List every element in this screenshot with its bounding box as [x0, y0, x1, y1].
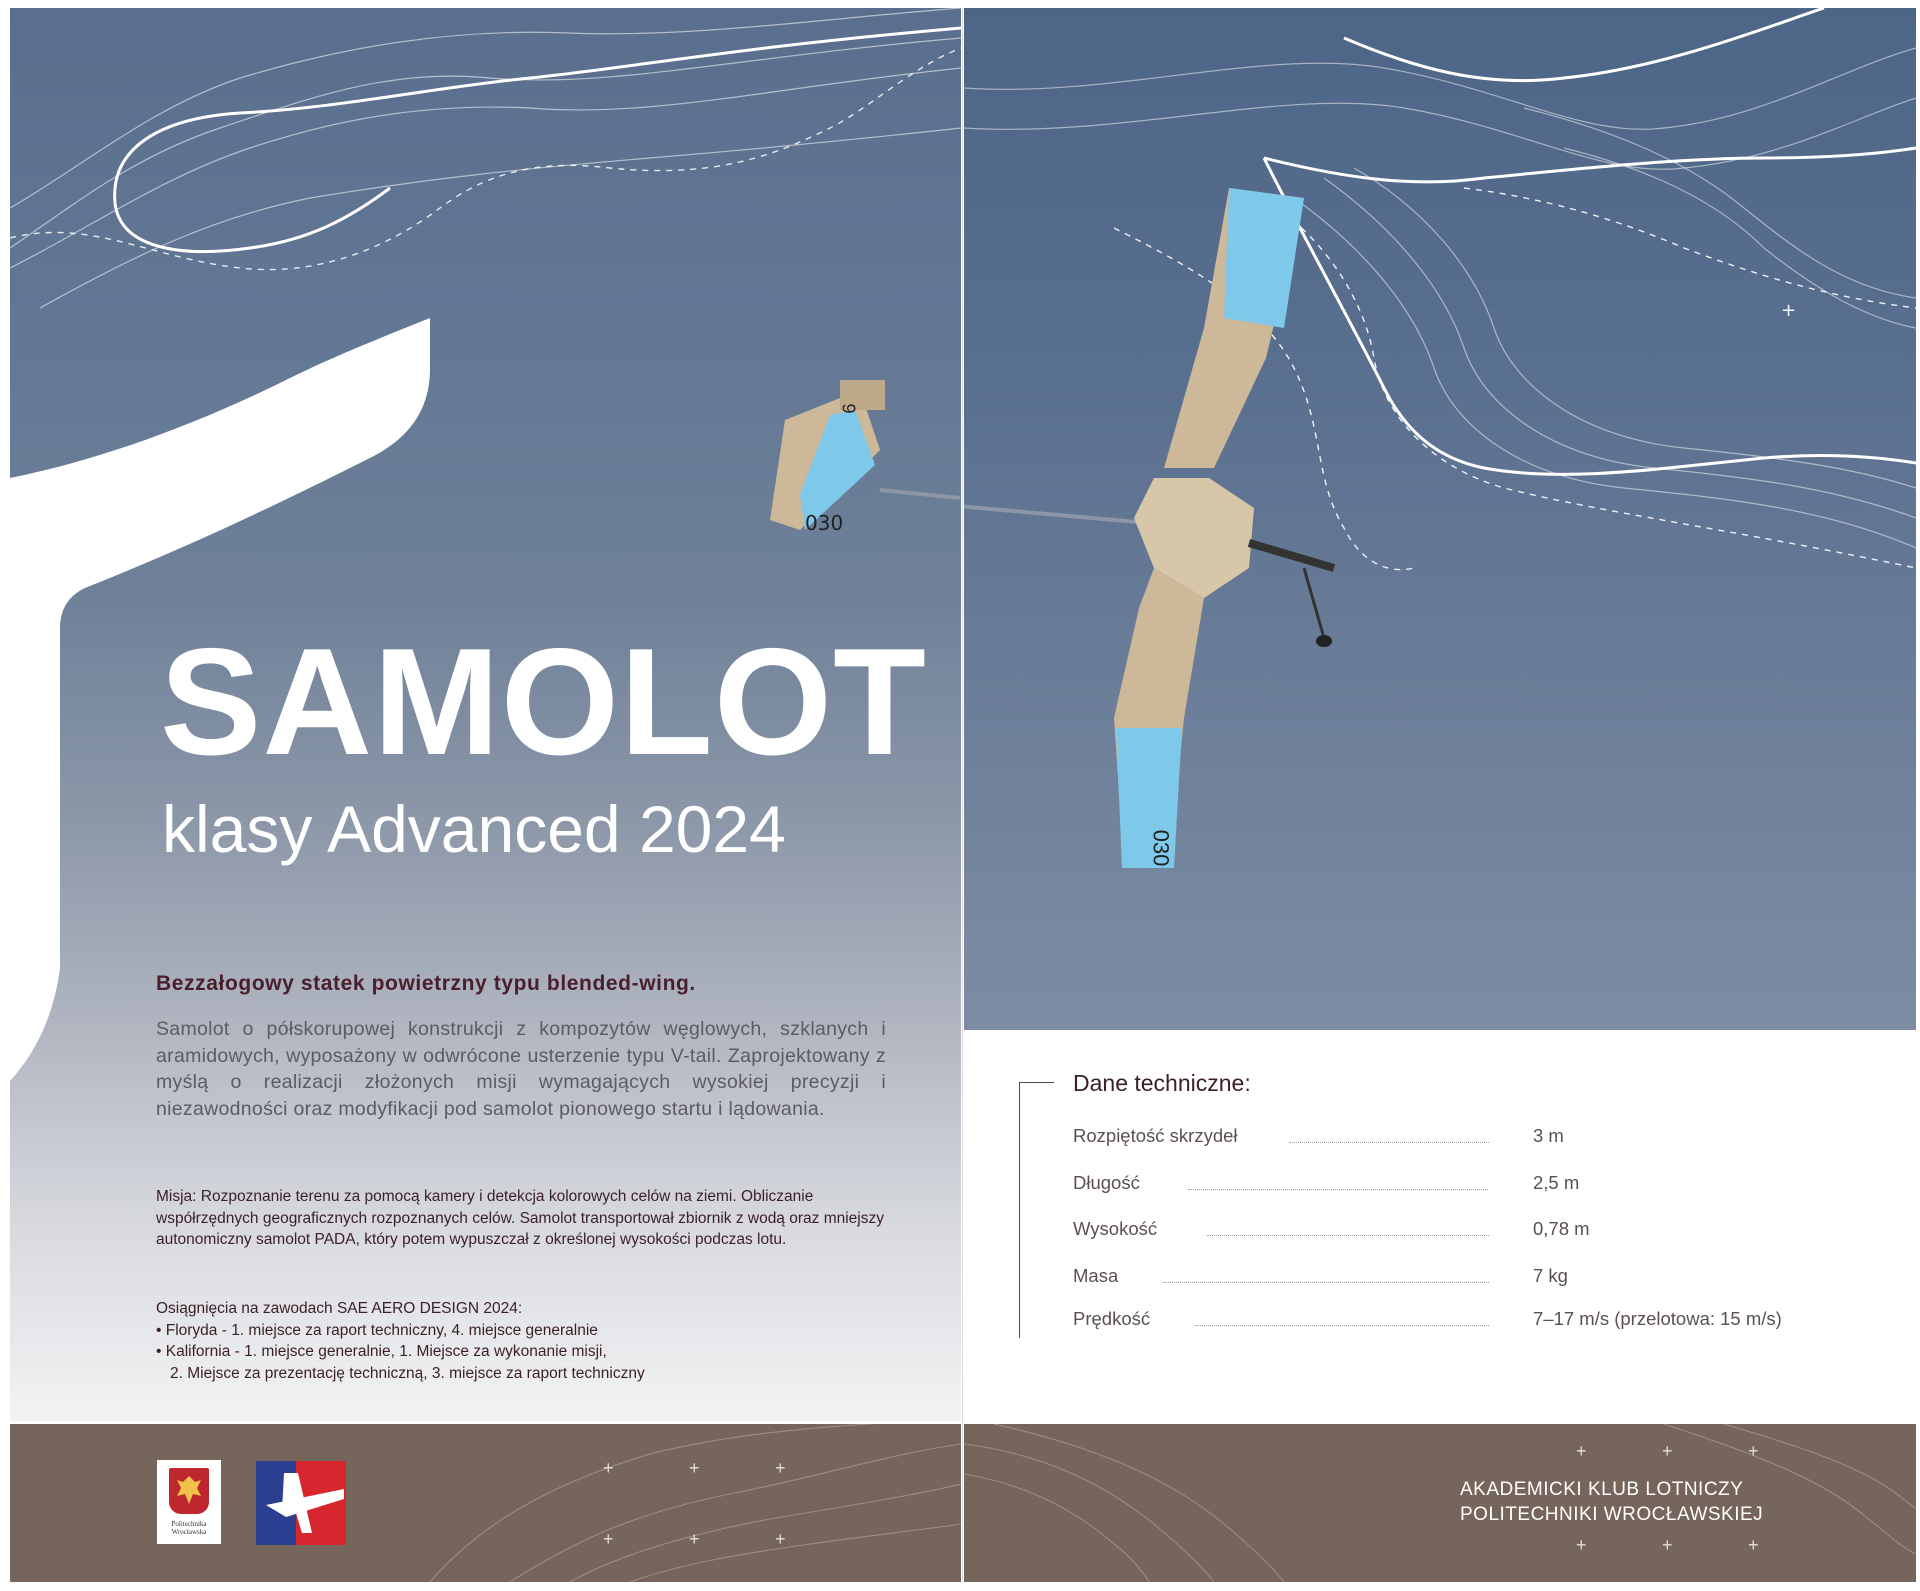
tech-value: 7–17 m/s (przelotowa: 15 m/s)	[1533, 1308, 1782, 1329]
tech-row-length	[1073, 1172, 1833, 1202]
tech-title: Dane techniczne:	[1073, 1070, 1251, 1096]
leader-dots	[1188, 1189, 1488, 1190]
tech-value: 0,78 m	[1533, 1218, 1590, 1239]
footer-band-right	[964, 1424, 1916, 1582]
tech-value: 7 kg	[1533, 1265, 1568, 1286]
tech-label: Rozpiętość skrzydeł	[1073, 1125, 1238, 1146]
plus-marker-icon: +	[603, 1529, 614, 1549]
leader-dots	[1289, 1142, 1489, 1143]
footer-band-left	[10, 1424, 961, 1582]
leader-dots	[1207, 1235, 1489, 1236]
fold-divider	[962, 8, 963, 1582]
tech-value: 2,5 m	[1533, 1172, 1580, 1193]
club-airplane-logo-icon	[256, 1461, 346, 1545]
plus-marker-icon: +	[775, 1529, 786, 1549]
mission-paragraph: Misja: Rozpoznanie terenu za pomocą kamery i detekcja kolorowych celów na ziemi. Obliczanie współrzędnych geograficznych rozpoznanych celów. Samolot transportował zbiornik z wodą oraz mniejszy autonomiczny samolot PADA, który potem wypuszczał z określonej wysokości podczas lotu.	[156, 1188, 884, 1248]
tech-label: Prędkość	[1073, 1308, 1151, 1329]
university-crest-icon	[169, 1468, 209, 1514]
aircraft-tail	[760, 380, 960, 600]
university-logo	[157, 1460, 221, 1544]
poster-subtitle: klasy Advanced 2024	[162, 792, 786, 866]
plus-marker-icon: +	[1748, 1535, 1759, 1555]
club-name-line2: POLITECHNIKI WROCŁAWSKIEJ	[1460, 1504, 1764, 1525]
plus-marker-icon: +	[603, 1458, 614, 1478]
tech-label: Masa	[1073, 1265, 1119, 1286]
hero-photo-right	[964, 8, 1916, 1030]
achievements-block	[156, 1298, 886, 1384]
tech-row-span	[1073, 1125, 1833, 1155]
club-name-line1: AKADEMICKI KLUB LOTNICZY	[1460, 1479, 1744, 1500]
footer-contours-right	[964, 1424, 1916, 1582]
aircraft-photo	[964, 188, 1334, 868]
aircraft-marking-right: 030	[1148, 829, 1174, 867]
achievements-heading: Osiągnięcia na zawodach SAE AERO DESIGN 2024:	[156, 1300, 523, 1317]
plus-marker-icon: +	[689, 1458, 700, 1478]
achievement-item: • Floryda - 1. miejsce za raport techniczny, 4. miejsce generalnie	[156, 1321, 598, 1339]
tech-row-height	[1073, 1218, 1833, 1248]
plus-marker-icon: +	[1576, 1441, 1587, 1461]
tech-label: Wysokość	[1073, 1218, 1158, 1239]
contour-lines-right	[964, 8, 1916, 1030]
tech-label: Długość	[1073, 1172, 1140, 1193]
university-logo-text: Politechnika Wrocławska	[171, 1520, 207, 1536]
tech-row-speed	[1073, 1308, 1833, 1338]
plus-marker-icon: +	[689, 1529, 700, 1549]
plus-marker-icon: +	[1662, 1535, 1673, 1555]
tech-bracket	[1019, 1082, 1054, 1338]
aircraft-marking-left: 030	[805, 511, 844, 535]
footer-contours-left	[10, 1424, 961, 1582]
lead-heading: Bezzałogowy statek powietrzny typu blended-wing.	[156, 972, 696, 995]
plus-marker-icon: +	[1662, 1441, 1673, 1461]
poster-title: SAMOLOT	[160, 617, 927, 787]
leader-dots	[1195, 1325, 1489, 1326]
achievement-item: 2. Miejsce za prezentację techniczną, 3. miejsce za raport techniczny	[170, 1364, 645, 1382]
plus-marker-icon: +	[775, 1458, 786, 1478]
plus-marker-icon: +	[1576, 1535, 1587, 1555]
plus-marker-icon: +	[1748, 1441, 1759, 1461]
tech-row-mass	[1073, 1265, 1833, 1295]
tech-value: 3 m	[1533, 1125, 1564, 1146]
description-paragraph: Samolot o półskorupowej konstrukcji z kompozytów węglowych, szklanych i aramidowych, wyposażony w odwrócone usterzenie typu V-tail. Zaprojektowany z myślą o realizacji złożonych misji wymagających wysokiej precyzji i niezawodności oraz modyfikacji pod samolot pionowego startu i lądowania.	[156, 1018, 886, 1120]
leader-dots	[1163, 1282, 1489, 1283]
achievement-item: • Kalifornia - 1. miejsce generalnie, 1. Miejsce za wykonanie misji,	[156, 1343, 607, 1360]
aircraft-marking-tail: 9	[838, 403, 859, 414]
plus-marker-icon: +	[1781, 300, 1797, 321]
